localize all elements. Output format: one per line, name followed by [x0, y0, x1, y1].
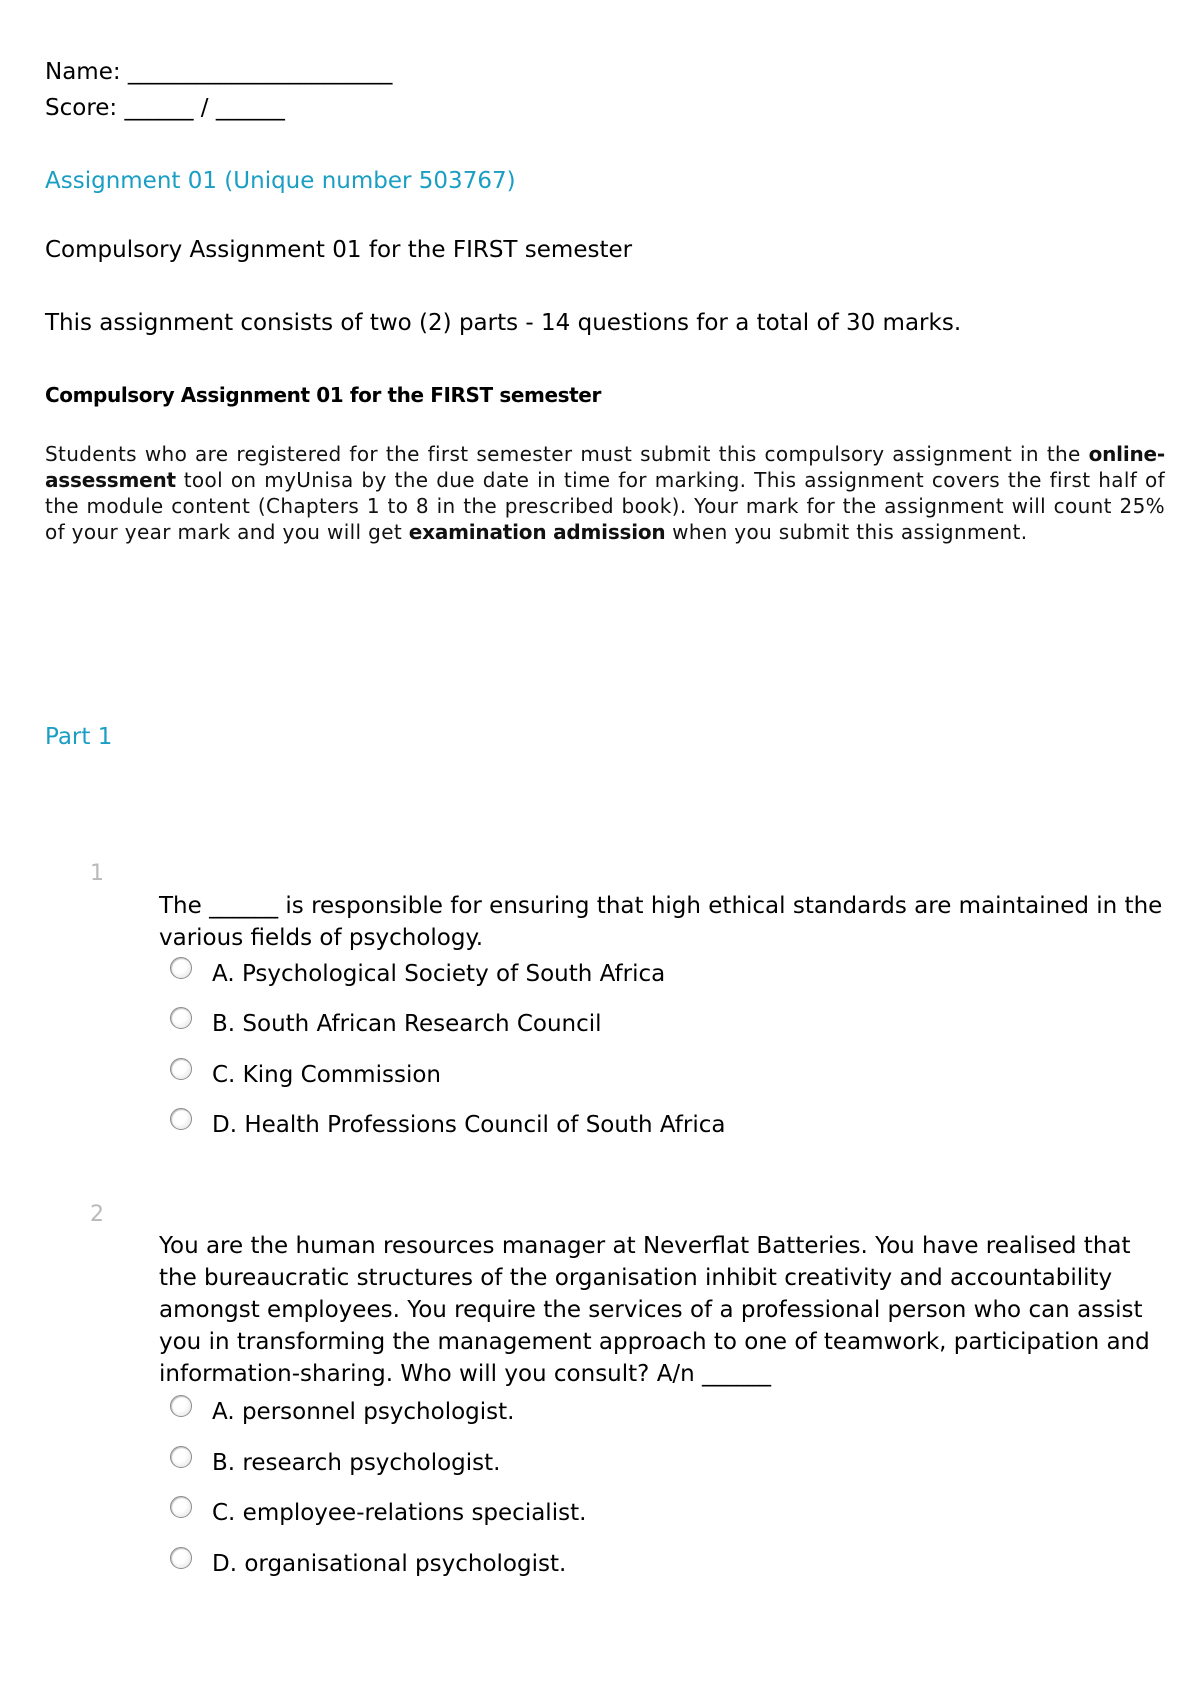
option-label: C. King Commission: [212, 1062, 441, 1088]
option-label: B. South African Research Council: [212, 1011, 602, 1037]
assignment-subtitle: Compulsory Assignment 01 for the FIRST semester: [45, 237, 633, 263]
radio-button[interactable]: [170, 1547, 192, 1569]
part-title: Part 1: [45, 724, 113, 750]
intro-bold-online-assessment: online-assessment: [45, 442, 1165, 492]
option-label: A. Psychological Society of South Africa: [212, 961, 666, 987]
question-text: The ______ is responsible for ensuring that high ethical standards are maintained in the various fields of psychology.: [159, 893, 1163, 951]
radio-button[interactable]: [170, 1058, 192, 1080]
radio-button[interactable]: [170, 1395, 192, 1417]
question-number: 2: [90, 1202, 104, 1227]
question-text: You are the human resources manager at Neverflat Batteries. You have realised that the bureaucratic structures of the organisation inhibit creativity and accountability amongst employees. You require the services of a professional person who can assist you in transforming the management approach to one of teamwork, participation and information-sharing. Who will you consult? A/n ______: [159, 1233, 1150, 1387]
option-label: B. research psychologist.: [212, 1450, 501, 1476]
assignment-summary: This assignment consists of two (2) parts - 14 questions for a total of 30 marks.: [45, 310, 962, 336]
radio-button[interactable]: [170, 957, 192, 979]
radio-button[interactable]: [170, 1007, 192, 1029]
score-field: Score: ______ / ______: [45, 95, 285, 121]
option-label: C. employee-relations specialist.: [212, 1500, 587, 1526]
radio-button[interactable]: [170, 1496, 192, 1518]
option-label: A. personnel psychologist.: [212, 1399, 515, 1425]
intro-text-2: tool on myUnisa by the due date in time for marking. This assignment covers the first half of the module content (Chapters 1 to 8 in the prescribed book). Your mark for the assignment will count 25% of your year mark and you will get: [45, 468, 1165, 544]
assignment-title: Assignment 01 (Unique number 503767): [45, 168, 516, 194]
intro-bold-exam-admission: examination admission: [408, 520, 666, 544]
option-label: D. organisational psychologist.: [212, 1551, 567, 1577]
radio-button[interactable]: [170, 1446, 192, 1468]
name-field: Name: _______________________: [45, 59, 393, 85]
option-label: D. Health Professions Council of South Africa: [212, 1112, 726, 1138]
question-number: 1: [90, 861, 104, 886]
intro-text-1: Students who are registered for the first semester must submit this compulsory assignment in the: [45, 442, 1089, 466]
intro-paragraph: [45, 441, 1165, 545]
radio-button[interactable]: [170, 1108, 192, 1130]
intro-text-3: when you submit this assignment.: [665, 520, 1028, 544]
section-heading: Compulsory Assignment 01 for the FIRST semester: [45, 383, 601, 407]
